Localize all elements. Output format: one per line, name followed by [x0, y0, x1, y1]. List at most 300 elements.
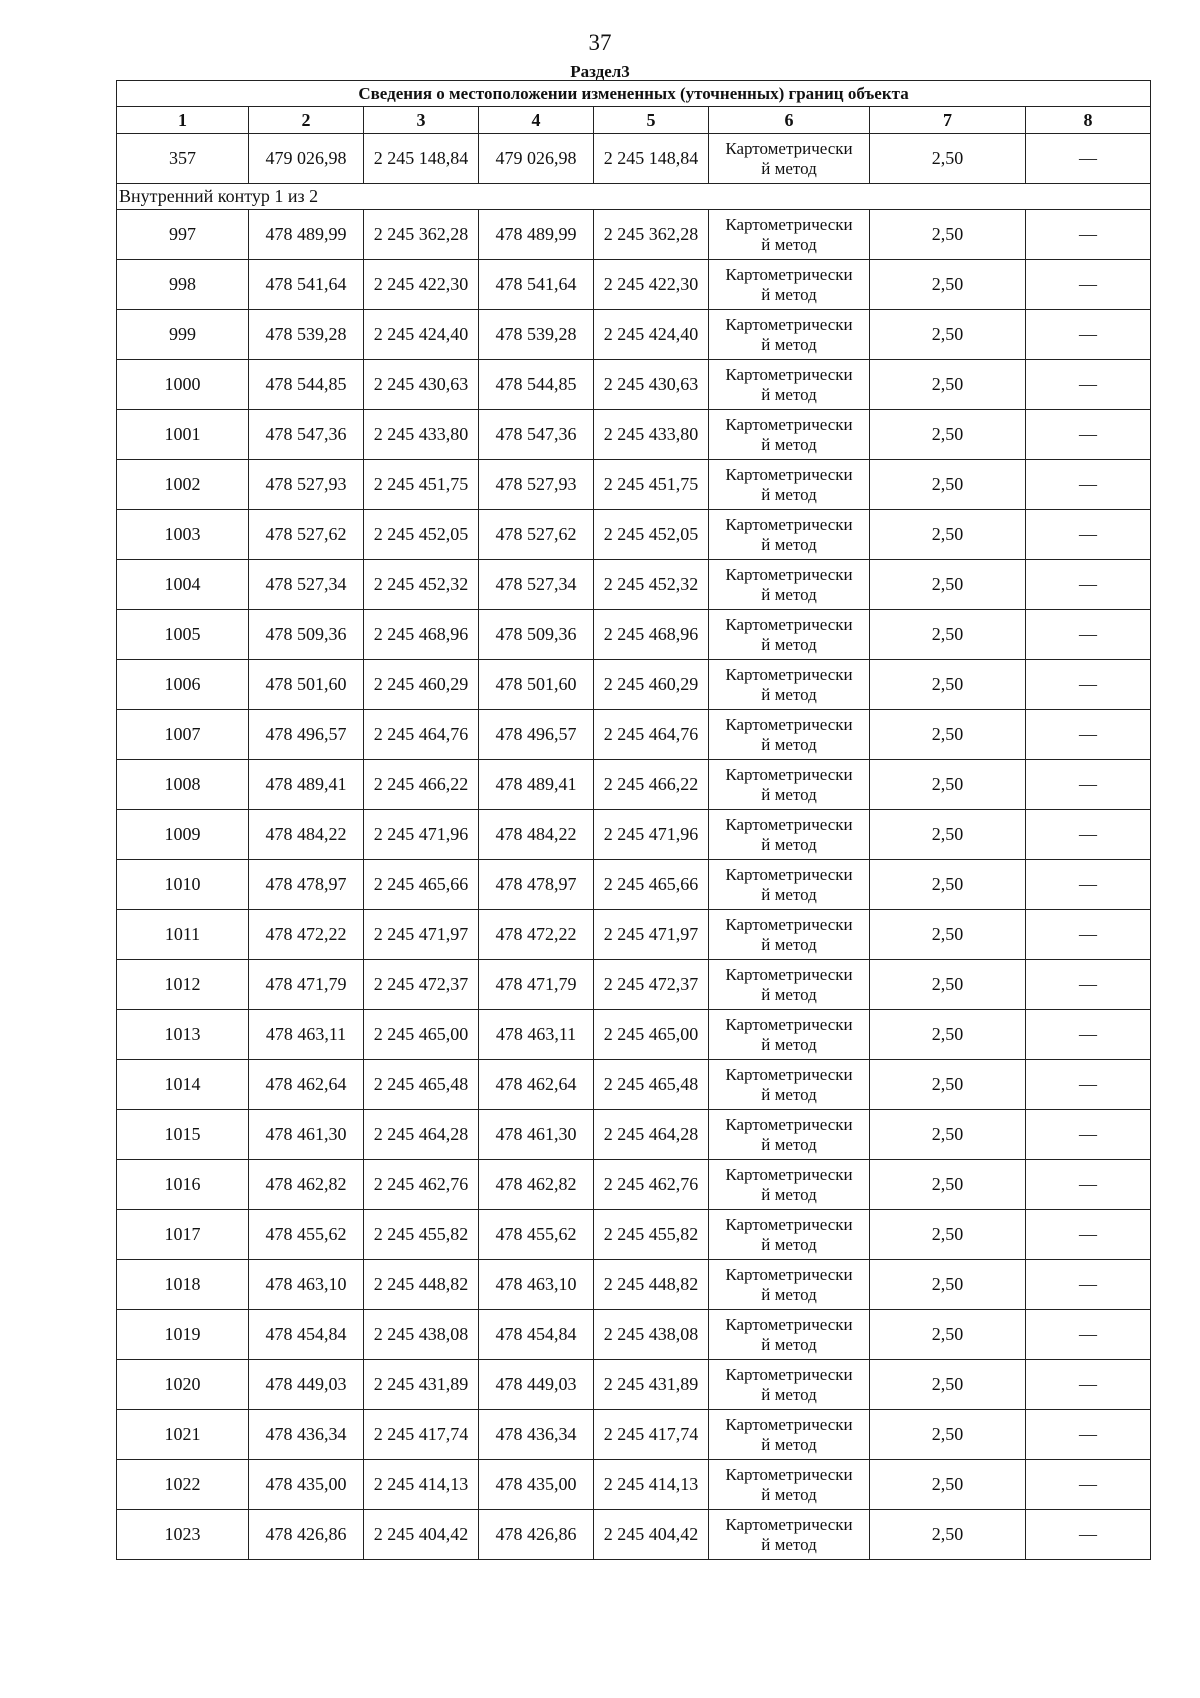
existing-x: 478 496,57: [249, 710, 364, 760]
updated-x: 478 509,36: [479, 610, 594, 660]
description: —: [1026, 610, 1151, 660]
description: —: [1026, 260, 1151, 310]
point-number: 1013: [117, 1010, 249, 1060]
method-line-1: Картометрически: [725, 1014, 853, 1034]
existing-y: 2 245 451,75: [364, 460, 479, 510]
updated-x: 478 455,62: [479, 1210, 594, 1260]
method-line-1: Картометрически: [725, 138, 853, 158]
existing-y: 2 245 464,28: [364, 1110, 479, 1160]
updated-y: 2 245 464,76: [594, 710, 709, 760]
contour-label: Внутренний контур 1 из 2: [117, 184, 1151, 210]
updated-x: 478 436,34: [479, 1410, 594, 1460]
method: [709, 860, 870, 910]
method-line-1: Картометрически: [725, 764, 853, 784]
existing-x: 478 435,00: [249, 1460, 364, 1510]
method-line-2: й метод: [761, 234, 817, 254]
method: [709, 360, 870, 410]
method-line-2: й метод: [761, 784, 817, 804]
method-line-2: й метод: [761, 1484, 817, 1504]
updated-x: 478 461,30: [479, 1110, 594, 1160]
point-number: 1007: [117, 710, 249, 760]
existing-y: 2 245 404,42: [364, 1510, 479, 1560]
description: —: [1026, 1110, 1151, 1160]
updated-y: 2 245 451,75: [594, 460, 709, 510]
updated-y: 2 245 417,74: [594, 1410, 709, 1460]
point-number: 1011: [117, 910, 249, 960]
method-line-2: й метод: [761, 1384, 817, 1404]
existing-x: 478 478,97: [249, 860, 364, 910]
method-line-1: Картометрически: [725, 1514, 853, 1534]
point-number: 1002: [117, 460, 249, 510]
description: —: [1026, 760, 1151, 810]
description: —: [1026, 1210, 1151, 1260]
updated-y: 2 245 471,97: [594, 910, 709, 960]
method: [709, 710, 870, 760]
table-row: [117, 1010, 1151, 1060]
accuracy: 2,50: [870, 1310, 1026, 1360]
existing-x: 478 426,86: [249, 1510, 364, 1560]
updated-x: 478 496,57: [479, 710, 594, 760]
method-line-2: й метод: [761, 1084, 817, 1104]
table-row: [117, 960, 1151, 1010]
method-line-2: й метод: [761, 984, 817, 1004]
point-number: 997: [117, 210, 249, 260]
table-row: [117, 910, 1151, 960]
existing-y: 2 245 464,76: [364, 710, 479, 760]
accuracy: 2,50: [870, 510, 1026, 560]
accuracy: 2,50: [870, 410, 1026, 460]
table-row: [117, 210, 1151, 260]
point-number: 1010: [117, 860, 249, 910]
column-header: 5: [594, 107, 709, 134]
method-line-2: й метод: [761, 484, 817, 504]
point-number: 1012: [117, 960, 249, 1010]
method-line-2: й метод: [761, 934, 817, 954]
existing-x: 478 509,36: [249, 610, 364, 660]
existing-x: 478 544,85: [249, 360, 364, 410]
table-row: [117, 260, 1151, 310]
point-number: 1020: [117, 1360, 249, 1410]
method: [709, 960, 870, 1010]
updated-x: 478 547,36: [479, 410, 594, 460]
existing-y: 2 245 422,30: [364, 260, 479, 310]
method: [709, 610, 870, 660]
updated-y: 2 245 431,89: [594, 1360, 709, 1410]
existing-y: 2 245 455,82: [364, 1210, 479, 1260]
description: —: [1026, 860, 1151, 910]
method: [709, 1110, 870, 1160]
method: [709, 1360, 870, 1410]
point-number: 1022: [117, 1460, 249, 1510]
point-number: 1023: [117, 1510, 249, 1560]
point-number: 1019: [117, 1310, 249, 1360]
updated-y: 2 245 414,13: [594, 1460, 709, 1510]
point-number: 1017: [117, 1210, 249, 1260]
method-line-1: Картометрически: [725, 1314, 853, 1334]
method: [709, 1310, 870, 1360]
updated-x: 478 471,79: [479, 960, 594, 1010]
method-line-1: Картометрически: [725, 1364, 853, 1384]
table-row: [117, 1260, 1151, 1310]
existing-x: 478 449,03: [249, 1360, 364, 1410]
point-number: 357: [117, 134, 249, 184]
existing-x: 478 527,34: [249, 560, 364, 610]
existing-x: 478 501,60: [249, 660, 364, 710]
existing-x: 478 472,22: [249, 910, 364, 960]
description: —: [1026, 1260, 1151, 1310]
existing-y: 2 245 472,37: [364, 960, 479, 1010]
updated-x: 478 489,41: [479, 760, 594, 810]
column-header: 8: [1026, 107, 1151, 134]
table-row: [117, 660, 1151, 710]
updated-y: 2 245 471,96: [594, 810, 709, 860]
description: —: [1026, 1460, 1151, 1510]
column-header: 3: [364, 107, 479, 134]
updated-x: 479 026,98: [479, 134, 594, 184]
method: [709, 210, 870, 260]
table-row: [117, 1060, 1151, 1110]
method: [709, 560, 870, 610]
method-line-1: Картометрически: [725, 264, 853, 284]
method-line-2: й метод: [761, 834, 817, 854]
existing-x: 478 527,62: [249, 510, 364, 560]
method: [709, 510, 870, 560]
updated-y: 2 245 448,82: [594, 1260, 709, 1310]
point-number: 1018: [117, 1260, 249, 1310]
updated-y: 2 245 452,32: [594, 560, 709, 610]
updated-x: 478 462,64: [479, 1060, 594, 1110]
point-number: 1015: [117, 1110, 249, 1160]
page-number: 37: [588, 30, 612, 55]
method-line-1: Картометрически: [725, 514, 853, 534]
accuracy: 2,50: [870, 810, 1026, 860]
description: —: [1026, 1510, 1151, 1560]
method: [709, 260, 870, 310]
table-row: [117, 410, 1151, 460]
updated-y: 2 245 468,96: [594, 610, 709, 660]
method-line-2: й метод: [761, 584, 817, 604]
existing-x: 478 541,64: [249, 260, 364, 310]
method-line-1: Картометрически: [725, 1214, 853, 1234]
point-number: 1000: [117, 360, 249, 410]
boundary-coordinates-table: [116, 80, 1151, 1560]
description: —: [1026, 710, 1151, 760]
existing-y: 2 245 438,08: [364, 1310, 479, 1360]
column-header: 6: [709, 107, 870, 134]
updated-x: 478 463,10: [479, 1260, 594, 1310]
method-line-1: Картометрически: [725, 864, 853, 884]
existing-x: 478 527,93: [249, 460, 364, 510]
accuracy: 2,50: [870, 1110, 1026, 1160]
description: —: [1026, 510, 1151, 560]
column-header: 7: [870, 107, 1026, 134]
accuracy: 2,50: [870, 1410, 1026, 1460]
column-header: 4: [479, 107, 594, 134]
updated-y: 2 245 404,42: [594, 1510, 709, 1560]
accuracy: 2,50: [870, 710, 1026, 760]
method-line-2: й метод: [761, 1234, 817, 1254]
description: —: [1026, 210, 1151, 260]
existing-x: 478 461,30: [249, 1110, 364, 1160]
accuracy: 2,50: [870, 760, 1026, 810]
updated-x: 478 462,82: [479, 1160, 594, 1210]
method-line-1: Картометрически: [725, 914, 853, 934]
method: [709, 810, 870, 860]
method: [709, 1510, 870, 1560]
updated-y: 2 245 422,30: [594, 260, 709, 310]
existing-y: 2 245 465,66: [364, 860, 479, 910]
method: [709, 910, 870, 960]
method-line-1: Картометрически: [725, 614, 853, 634]
updated-y: 2 245 464,28: [594, 1110, 709, 1160]
accuracy: 2,50: [870, 460, 1026, 510]
method: [709, 410, 870, 460]
description: —: [1026, 810, 1151, 860]
existing-x: 478 489,99: [249, 210, 364, 260]
updated-y: 2 245 438,08: [594, 1310, 709, 1360]
table-row: [117, 1310, 1151, 1360]
existing-y: 2 245 462,76: [364, 1160, 479, 1210]
description: —: [1026, 1060, 1151, 1110]
method: [709, 310, 870, 360]
accuracy: 2,50: [870, 910, 1026, 960]
existing-y: 2 245 452,32: [364, 560, 479, 610]
updated-y: 2 245 452,05: [594, 510, 709, 560]
updated-y: 2 245 462,76: [594, 1160, 709, 1210]
method-line-1: Картометрически: [725, 664, 853, 684]
method-line-1: Картометрически: [725, 1164, 853, 1184]
table-row: [117, 710, 1151, 760]
method-line-2: й метод: [761, 1534, 817, 1554]
table-row: [117, 610, 1151, 660]
existing-y: 2 245 433,80: [364, 410, 479, 460]
table-row: [117, 1410, 1151, 1460]
existing-y: 2 245 465,00: [364, 1010, 479, 1060]
table-row: [117, 810, 1151, 860]
updated-y: 2 245 460,29: [594, 660, 709, 710]
method-line-1: Картометрически: [725, 714, 853, 734]
method-line-1: Картометрически: [725, 564, 853, 584]
existing-x: 478 539,28: [249, 310, 364, 360]
description: —: [1026, 560, 1151, 610]
updated-x: 478 435,00: [479, 1460, 594, 1510]
point-number: 1021: [117, 1410, 249, 1460]
existing-x: 478 454,84: [249, 1310, 364, 1360]
method-line-1: Картометрически: [725, 464, 853, 484]
existing-x: 479 026,98: [249, 134, 364, 184]
method: [709, 1210, 870, 1260]
point-number: 1014: [117, 1060, 249, 1110]
table-row: [117, 360, 1151, 410]
table-row: [117, 1460, 1151, 1510]
table-row: [117, 1160, 1151, 1210]
accuracy: 2,50: [870, 260, 1026, 310]
method: [709, 660, 870, 710]
accuracy: 2,50: [870, 1460, 1026, 1510]
accuracy: 2,50: [870, 310, 1026, 360]
accuracy: 2,50: [870, 1260, 1026, 1310]
updated-x: 478 539,28: [479, 310, 594, 360]
description: —: [1026, 134, 1151, 184]
section-title: Раздел3: [570, 62, 630, 81]
method-line-1: Картометрически: [725, 814, 853, 834]
description: —: [1026, 960, 1151, 1010]
existing-x: 478 436,34: [249, 1410, 364, 1460]
method-line-2: й метод: [761, 734, 817, 754]
point-number: 999: [117, 310, 249, 360]
table-body: [117, 81, 1151, 1560]
existing-x: 478 462,64: [249, 1060, 364, 1110]
updated-x: 478 472,22: [479, 910, 594, 960]
existing-y: 2 245 460,29: [364, 660, 479, 710]
updated-y: 2 245 148,84: [594, 134, 709, 184]
table-row: [117, 1210, 1151, 1260]
updated-x: 478 541,64: [479, 260, 594, 310]
table-row: [117, 1110, 1151, 1160]
table-row: [117, 1510, 1151, 1560]
existing-y: 2 245 471,97: [364, 910, 479, 960]
column-header: 1: [117, 107, 249, 134]
method-line-1: Картометрически: [725, 964, 853, 984]
updated-x: 478 484,22: [479, 810, 594, 860]
table-row: [117, 460, 1151, 510]
existing-y: 2 245 466,22: [364, 760, 479, 810]
method-line-2: й метод: [761, 334, 817, 354]
method: [709, 134, 870, 184]
method-line-2: й метод: [761, 434, 817, 454]
table-row: [117, 1360, 1151, 1410]
description: —: [1026, 910, 1151, 960]
existing-x: 478 463,10: [249, 1260, 364, 1310]
method-line-2: й метод: [761, 284, 817, 304]
description: —: [1026, 310, 1151, 360]
description: —: [1026, 460, 1151, 510]
point-number: 1009: [117, 810, 249, 860]
existing-x: 478 489,41: [249, 760, 364, 810]
updated-y: 2 245 472,37: [594, 960, 709, 1010]
point-number: 1016: [117, 1160, 249, 1210]
table-caption: Сведения о местоположении измененных (уточненных) границ объекта: [117, 81, 1151, 107]
method: [709, 1010, 870, 1060]
point-number: 1001: [117, 410, 249, 460]
method-line-2: й метод: [761, 684, 817, 704]
updated-y: 2 245 362,28: [594, 210, 709, 260]
method-line-2: й метод: [761, 1134, 817, 1154]
description: —: [1026, 1160, 1151, 1210]
method: [709, 760, 870, 810]
method-line-1: Картометрически: [725, 1414, 853, 1434]
description: —: [1026, 1360, 1151, 1410]
method-line-2: й метод: [761, 884, 817, 904]
updated-x: 478 449,03: [479, 1360, 594, 1410]
accuracy: 2,50: [870, 1510, 1026, 1560]
method-line-1: Картометрически: [725, 1064, 853, 1084]
table-row: [117, 760, 1151, 810]
method-line-2: й метод: [761, 1184, 817, 1204]
existing-x: 478 463,11: [249, 1010, 364, 1060]
description: —: [1026, 1310, 1151, 1360]
description: —: [1026, 1410, 1151, 1460]
existing-y: 2 245 414,13: [364, 1460, 479, 1510]
contour-row: [117, 184, 1151, 210]
existing-x: 478 462,82: [249, 1160, 364, 1210]
accuracy: 2,50: [870, 610, 1026, 660]
method-line-2: й метод: [761, 1034, 817, 1054]
existing-y: 2 245 448,82: [364, 1260, 479, 1310]
method-line-1: Картометрически: [725, 414, 853, 434]
existing-y: 2 245 148,84: [364, 134, 479, 184]
updated-x: 478 527,34: [479, 560, 594, 610]
method: [709, 460, 870, 510]
description: —: [1026, 410, 1151, 460]
method-line-2: й метод: [761, 384, 817, 404]
method-line-2: й метод: [761, 634, 817, 654]
updated-x: 478 454,84: [479, 1310, 594, 1360]
updated-x: 478 489,99: [479, 210, 594, 260]
method-line-2: й метод: [761, 1284, 817, 1304]
description: —: [1026, 360, 1151, 410]
table-caption-row: [117, 81, 1151, 107]
existing-y: 2 245 452,05: [364, 510, 479, 560]
existing-x: 478 484,22: [249, 810, 364, 860]
method-line-1: Картометрически: [725, 1114, 853, 1134]
point-number: 998: [117, 260, 249, 310]
accuracy: 2,50: [870, 360, 1026, 410]
updated-y: 2 245 430,63: [594, 360, 709, 410]
accuracy: 2,50: [870, 1160, 1026, 1210]
updated-x: 478 501,60: [479, 660, 594, 710]
description: —: [1026, 660, 1151, 710]
accuracy: 2,50: [870, 1010, 1026, 1060]
method-line-1: Картометрически: [725, 1464, 853, 1484]
updated-y: 2 245 466,22: [594, 760, 709, 810]
method: [709, 1460, 870, 1510]
updated-y: 2 245 465,66: [594, 860, 709, 910]
description: —: [1026, 1010, 1151, 1060]
updated-x: 478 527,62: [479, 510, 594, 560]
accuracy: 2,50: [870, 560, 1026, 610]
updated-x: 478 463,11: [479, 1010, 594, 1060]
existing-y: 2 245 471,96: [364, 810, 479, 860]
updated-x: 478 544,85: [479, 360, 594, 410]
existing-x: 478 547,36: [249, 410, 364, 460]
accuracy: 2,50: [870, 1210, 1026, 1260]
updated-x: 478 478,97: [479, 860, 594, 910]
column-header: 2: [249, 107, 364, 134]
updated-y: 2 245 465,48: [594, 1060, 709, 1110]
table-row: [117, 134, 1151, 184]
table-row: [117, 560, 1151, 610]
existing-y: 2 245 424,40: [364, 310, 479, 360]
accuracy: 2,50: [870, 660, 1026, 710]
updated-y: 2 245 455,82: [594, 1210, 709, 1260]
method-line-2: й метод: [761, 534, 817, 554]
method: [709, 1410, 870, 1460]
existing-y: 2 245 430,63: [364, 360, 479, 410]
table-row: [117, 510, 1151, 560]
existing-y: 2 245 417,74: [364, 1410, 479, 1460]
accuracy: 2,50: [870, 134, 1026, 184]
table-header-row: [117, 107, 1151, 134]
existing-y: 2 245 468,96: [364, 610, 479, 660]
accuracy: 2,50: [870, 1060, 1026, 1110]
existing-x: 478 471,79: [249, 960, 364, 1010]
point-number: 1004: [117, 560, 249, 610]
method: [709, 1260, 870, 1310]
method-line-1: Картометрически: [725, 314, 853, 334]
accuracy: 2,50: [870, 860, 1026, 910]
point-number: 1005: [117, 610, 249, 660]
